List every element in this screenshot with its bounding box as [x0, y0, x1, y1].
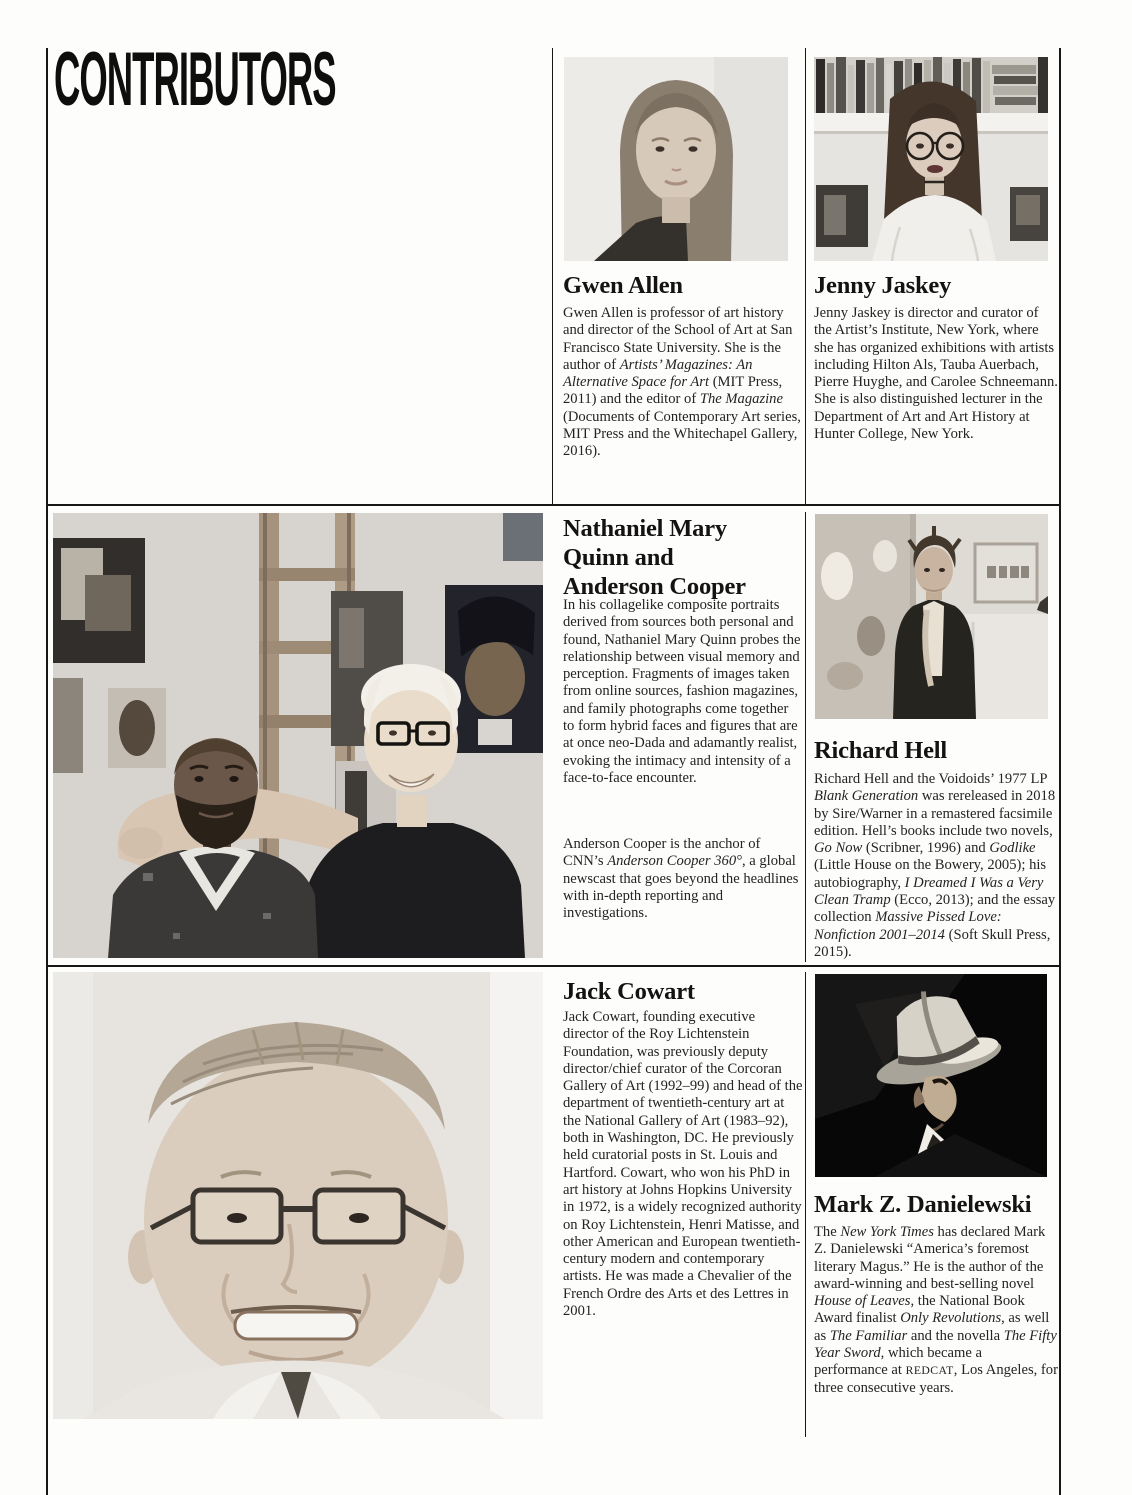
richard-hell-photo: [815, 514, 1048, 719]
contributor-name: Gwen Allen: [563, 272, 683, 299]
quinn-cooper-photo-illustration: [53, 513, 543, 958]
contributor-bio: Richard Hell and the Voidoids’ 1977 LP Blank Generation was rereleased in 2018 by Sire/Warner in a remastered facsimile edition. Hell’s books include two novels, Go Now (Scribner, 1996) and Godlike (Little House on the Bowery, 2005); his autobiography, I Dreamed I Was a Very Clean Tramp (Ecco, 2013); and the essay collection Massive Pissed Love: Nonfiction 2001–2014 (Soft Skull Press, 2015).: [814, 771, 1056, 960]
contributor-name: Mark Z. Danielewski: [814, 1191, 1032, 1218]
jenny-jaskey-photo-illustration: [814, 57, 1048, 261]
column-divider-row1-b: [805, 48, 806, 504]
richard-hell-photo-illustration: [815, 514, 1048, 719]
mark-danielewski-photo-illustration: [815, 974, 1047, 1177]
jenny-jaskey-photo: [814, 57, 1048, 261]
column-divider-row2: [805, 512, 806, 962]
contributor-name: Jack Cowart: [563, 978, 695, 1005]
jack-cowart-photo: [53, 972, 543, 1419]
gwen-allen-photo: [564, 57, 788, 261]
column-divider-row3: [805, 972, 806, 1437]
horizontal-divider-2: [46, 965, 1061, 967]
right-page-rule: [1059, 48, 1061, 1495]
contributor-bio: Gwen Allen is professor of art history and director of the School of Art at San Francisco State University. She is the author of Artists’ Magazines: An Alternative Space for Art (MIT Press, 2011) and the editor of The Magazine (Documents of Contemporary Art series, MIT Press and the Whitechapel Gallery, 2016).: [563, 305, 801, 460]
horizontal-divider-1: [46, 504, 1061, 506]
quinn-cooper-photo: [53, 513, 543, 958]
contributor-name: Jenny Jaskey: [814, 272, 952, 299]
contributor-bio: The New York Times has declared Mark Z. Danielewski “America’s foremost literary Magus.” He is the author of the award-winning and best-selling novel House of Leaves, the National Book Award finalist Only Revolutions, as well as The Familiar and the novella The Fifty Year Sword, which became a performance at REDCAT, Los Angeles, for three consecutive years.: [814, 1224, 1058, 1396]
jack-cowart-photo-illustration: [53, 972, 543, 1419]
gwen-allen-photo-illustration: [564, 57, 788, 261]
contributor-bio: Jenny Jaskey is director and curator of the Artist’s Institute, New York, where she has organized exhibitions with artists including Hilton Als, Tauba Auerbach, Pierre Huyghe, and Carolee Schneemann. She is also distinguished lecturer in the Department of Art and Art History at Hunter College, New York.: [814, 305, 1058, 443]
contributor-bio: Jack Cowart, founding executive director of the Roy Lichtenstein Foundation, was previously deputy director/chief curator of the Corcoran Gallery of Art (1992–99) and head of the department of twentieth-century art at the National Gallery of Art (1983–92), both in Washington, DC. He previously held curatorial posts in St. Louis and Hartford. Cowart, who won his PhD in art history at Johns Hopkins University in 1972, is a widely recognized authority on Roy Lichtenstein, Henri Matisse, and other American and European twentieth-century modern and contemporary artists. He was made a Chevalier of the French Ordre des Arts et des Lettres in 2001.: [563, 1009, 803, 1320]
contributor-name: Richard Hell: [814, 737, 948, 764]
mark-danielewski-photo: [815, 974, 1047, 1177]
contributor-bio-paragraph-1: In his collagelike composite portraits derived from sources both personal and found, Nathaniel Mary Quinn probes the relationship between visual memory and perception. Fragments of images taken from online sources, fashion magazines, and family photographs come together to form hybrid faces and figures that are at once neo-Dada and adamantly realist, evoking the intimacy and intensity of a face-to-face encounter.: [563, 597, 801, 786]
left-page-rule: [46, 48, 48, 1495]
contributor-bio-paragraph-2: Anderson Cooper is the anchor of CNN’s Anderson Cooper 360°, a global newscast that goes beyond the headlines with in-depth reporting and investigations.: [563, 836, 799, 922]
contributor-name: Nathaniel Mary Quinn and Anderson Cooper: [563, 515, 746, 600]
page-title: CONTRIBUTORS: [54, 37, 336, 122]
